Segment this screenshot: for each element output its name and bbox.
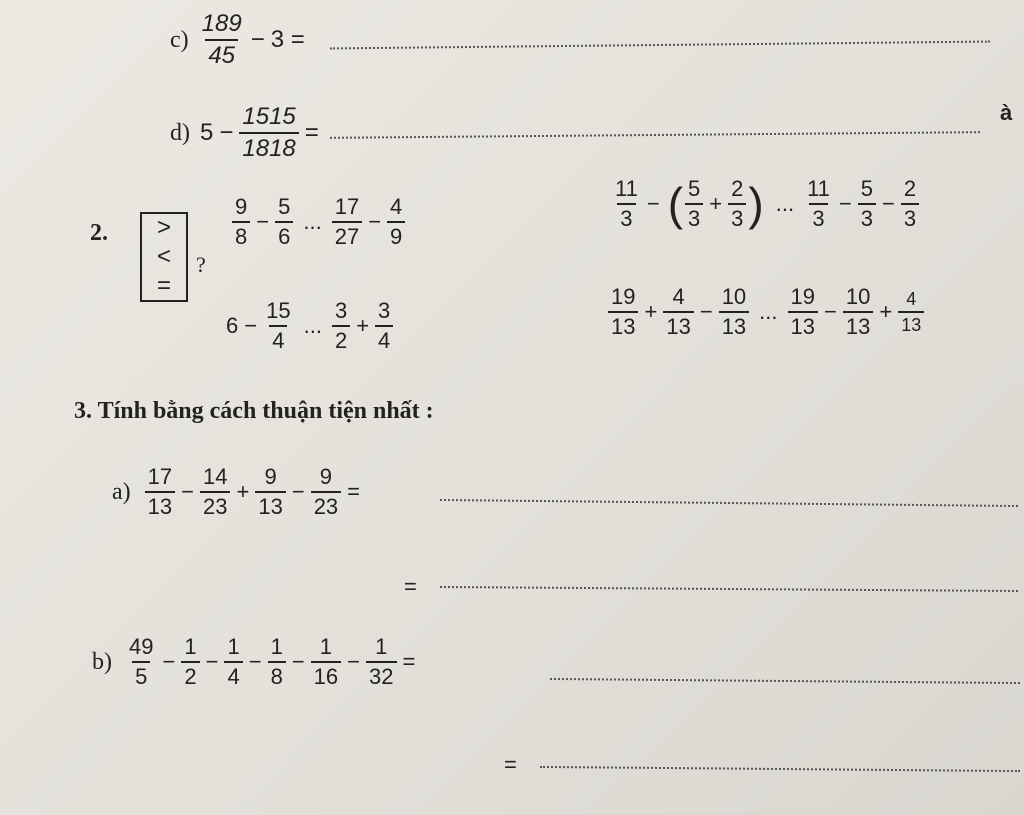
answer-line-d[interactable]	[330, 131, 980, 139]
label-c: c)	[170, 26, 189, 53]
label-a: a)	[112, 478, 131, 505]
numerator: 9	[264, 464, 277, 489]
operator: −	[162, 649, 176, 674]
numerator: 5	[860, 176, 874, 201]
question-2-number: 2.	[90, 220, 108, 246]
denominator: 3	[901, 203, 919, 230]
operator: +	[709, 191, 723, 216]
operator: −	[291, 479, 305, 504]
denominator: 3	[685, 203, 703, 230]
denominator: 4	[224, 661, 242, 688]
operator: −	[219, 119, 234, 146]
greater-than-symbol: >	[156, 214, 171, 242]
operator: −	[646, 191, 660, 216]
numerator: 9	[235, 194, 248, 219]
denominator: 2	[332, 325, 350, 352]
answer-line-3a-2[interactable]	[440, 586, 1018, 592]
answer-line-3b-2[interactable]	[540, 766, 1020, 772]
operator: +	[644, 299, 658, 324]
denominator: 23	[200, 491, 230, 518]
equals-sign: =	[347, 479, 361, 504]
comparison-2	[612, 178, 919, 230]
operator: −	[248, 649, 262, 674]
numerator: 1	[227, 634, 240, 659]
exercise-d	[170, 105, 325, 161]
numerator: 17	[147, 464, 173, 489]
numerator: 10	[845, 284, 871, 309]
equals-symbol: =	[156, 271, 171, 299]
answer-line-3b-1[interactable]	[550, 678, 1020, 684]
operator: −	[838, 191, 852, 216]
operator: +	[236, 479, 250, 504]
numerator: 1	[184, 634, 197, 659]
denominator: 13	[898, 311, 924, 334]
equals-sign: =	[402, 649, 416, 674]
denominator: 6	[275, 221, 293, 248]
corner-mark: à	[1000, 100, 1013, 125]
numerator: 19	[611, 284, 636, 309]
comparison-blank[interactable]: ...	[303, 313, 322, 338]
comparison-blank[interactable]: ...	[303, 209, 322, 234]
numerator: 1	[270, 634, 283, 659]
numerator: 4	[672, 284, 685, 309]
numerator: 19	[790, 284, 815, 309]
numerator: 1515	[242, 103, 296, 130]
denominator: 2	[181, 661, 199, 688]
denominator: 45	[205, 39, 238, 68]
fraction-c	[199, 12, 245, 68]
label-d: d)	[170, 119, 190, 146]
question-3-title: 3. Tính bằng cách thuận tiện nhất :	[74, 398, 434, 424]
numerator: 9	[319, 464, 333, 489]
expression-tail: 3 =	[270, 26, 305, 53]
operator: −	[250, 26, 265, 53]
numerator: 4	[390, 194, 403, 219]
answer-line-c[interactable]	[330, 41, 990, 50]
denominator: 13	[145, 491, 175, 518]
numerator: 5	[688, 176, 701, 201]
numerator: 17	[334, 194, 360, 219]
question-mark: ?	[196, 252, 206, 277]
denominator: 1818	[239, 132, 298, 161]
denominator: 3	[858, 203, 876, 230]
numerator: 15	[266, 298, 291, 323]
comparison-blank[interactable]: ...	[759, 299, 778, 324]
right-parenthesis: )	[748, 178, 764, 230]
numerator: 1	[319, 634, 333, 659]
denominator: 3	[617, 203, 635, 230]
numerator: 2	[731, 176, 744, 201]
operator: −	[205, 649, 219, 674]
label-b: b)	[92, 648, 112, 675]
exercise-3a	[112, 466, 366, 518]
equals-sign: =	[504, 752, 517, 777]
operator: −	[347, 649, 361, 674]
numerator: 1	[375, 634, 388, 659]
comparison-3	[226, 300, 393, 352]
denominator: 3	[728, 203, 746, 230]
numerator: 3	[334, 298, 348, 323]
numerator: 189	[201, 10, 242, 37]
operator: −	[882, 191, 895, 216]
denominator: 8	[232, 221, 250, 248]
denominator: 13	[255, 491, 285, 518]
denominator: 8	[268, 661, 286, 688]
operator: −	[699, 299, 713, 324]
denominator: 13	[663, 311, 693, 338]
numerator: 10	[721, 284, 747, 309]
operator: −	[368, 209, 382, 234]
denominator: 9	[387, 221, 405, 248]
denominator: 13	[788, 311, 818, 338]
exercise-3b	[92, 636, 421, 688]
numerator: 11	[615, 176, 638, 201]
numerator: 5	[278, 194, 291, 219]
numerator: 4	[906, 289, 917, 309]
fraction-d	[239, 105, 298, 161]
operator: −	[256, 209, 270, 234]
denominator: 13	[843, 311, 873, 338]
denominator: 4	[375, 325, 393, 352]
numerator: 14	[203, 464, 228, 489]
operator: −	[824, 299, 837, 324]
comparison-symbol-box	[140, 212, 188, 302]
denominator: 27	[332, 221, 362, 248]
operator: +	[879, 299, 893, 324]
equals-sign: =	[304, 119, 319, 146]
denominator: 32	[366, 661, 396, 688]
comparison-4	[608, 286, 924, 338]
numerator: 11	[807, 176, 830, 201]
comparison-blank[interactable]: ...	[775, 191, 795, 216]
denominator: 13	[608, 311, 638, 338]
comparison-1	[232, 196, 405, 248]
denominator: 4	[269, 325, 287, 352]
operator: +	[356, 313, 370, 338]
left-parenthesis: (	[667, 178, 684, 230]
less-than-symbol: <	[156, 242, 171, 270]
numerator: 49	[129, 634, 154, 659]
denominator: 16	[311, 661, 341, 688]
operator: −	[244, 313, 258, 338]
denominator: 3	[809, 203, 827, 230]
numerator: 3	[378, 298, 391, 323]
operator: −	[181, 479, 194, 504]
denominator: 5	[132, 661, 150, 688]
numerator: 2	[903, 176, 917, 201]
lead-number: 6	[226, 313, 239, 338]
exercise-c	[170, 12, 305, 68]
answer-line-3a-1[interactable]	[440, 499, 1018, 507]
denominator: 23	[311, 491, 341, 518]
denominator: 13	[719, 311, 749, 338]
equals-sign: =	[404, 574, 417, 599]
lead-number: 5	[200, 119, 214, 146]
operator: −	[291, 649, 305, 674]
